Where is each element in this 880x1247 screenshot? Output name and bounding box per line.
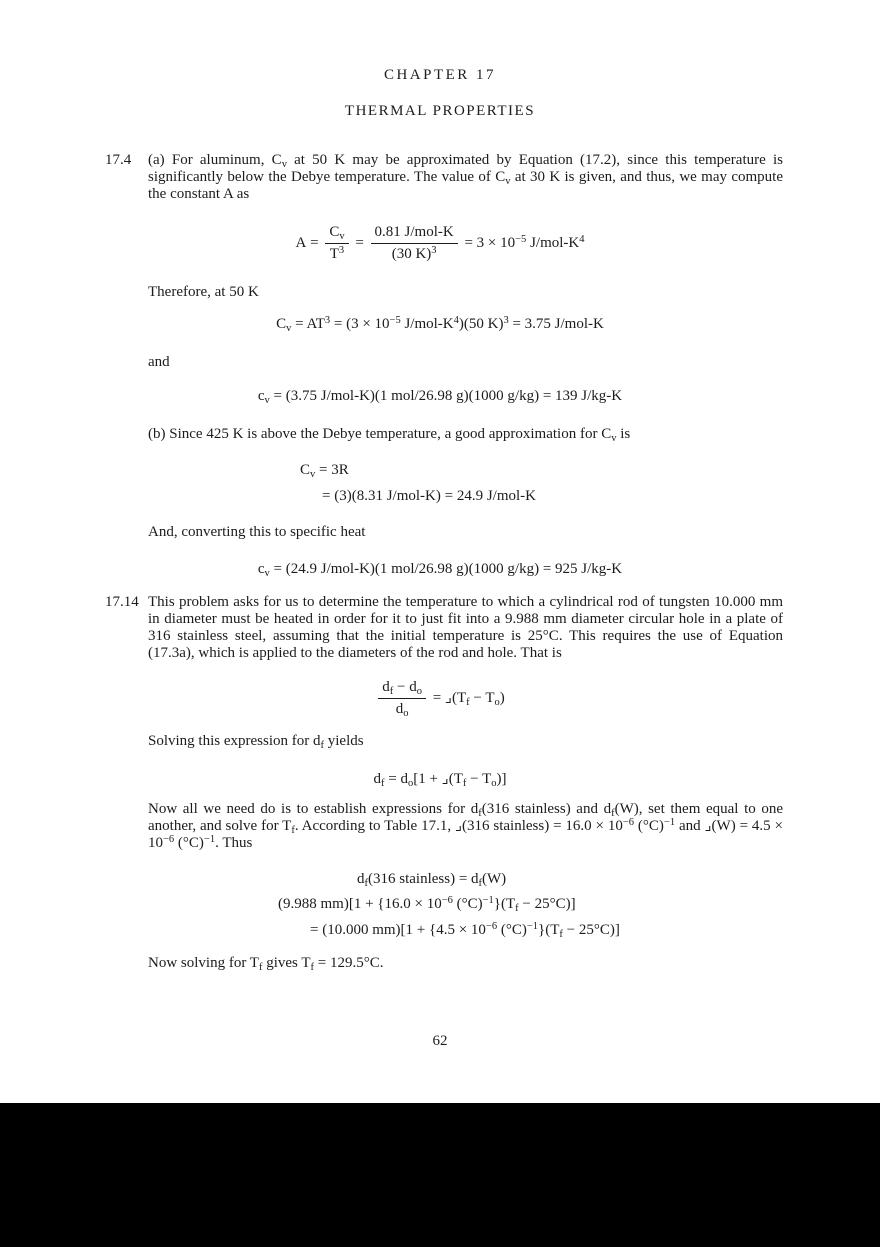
fraction-numerator: $d_f - d_o$ xyxy=(378,679,426,699)
and-label: and xyxy=(148,354,170,370)
solving-label: Solving this expression for $d_f$ yields xyxy=(148,733,364,751)
problem-17-4 xyxy=(0,152,880,203)
equation-constant-A xyxy=(0,224,880,263)
equation-set-equal: $d_f(316$ stainless) = $d_f(W)$ xyxy=(357,871,507,889)
equation-result: = $3 \times 10^{-5}$ $J/mol-K^4$ xyxy=(464,234,585,251)
equation-thermal-expansion xyxy=(0,679,880,718)
fraction-joule-value xyxy=(371,224,458,263)
final-answer-line: Now solving for $T_f$ gives $T_f = 129.5^\circ C$. xyxy=(148,955,384,973)
bottom-black-band xyxy=(0,1103,880,1247)
equation-stainless-expansion: (9.988 $mm)[1 + \{16.0 \times 10^{-6}$ $(^\circ C)^{-1}\}(T_f - 25^\circ C)$] xyxy=(278,895,576,914)
problem-number: 17.14 xyxy=(105,594,139,610)
equation-specific-heat-139: $c_v = (3.75$ J/mol-K)(1 mol/26.98 g)(1000 g/kg) = 139 J/kg-K xyxy=(257,388,623,406)
problem-17-4-paragraph-b: (b) Since 425 K is above the Debye temperature, a good approximation for $C_v$ is xyxy=(148,426,631,444)
equation-rhs: = $⌟(T_f - T_o)$ xyxy=(432,690,505,708)
fraction-diameter-change xyxy=(378,679,426,718)
equation-df-solved: $d_f = d_o[1$ + $⌟(T_f - T_o)$] xyxy=(373,771,507,789)
chapter-heading: CHAPTER 17 xyxy=(383,67,497,83)
converting-label: And, converting this to specific heat xyxy=(148,524,366,540)
fraction-numerator: 0.81 J/mol-K xyxy=(371,224,458,244)
problem-17-14-paragraph: This problem asks for us to determine the temperature to which a cylindrical rod of tungsten 10.000 mm in diameter must be heated in order for it to just fit into a 9.988 mm diameter circular hole in a plate of 316 stainless steel, assuming that the initial temperature is 25°C. This requires the use of Equation (17.3a), which is applied to the diameters of the rod and hole. That is xyxy=(148,594,783,661)
equation-tungsten-expansion: = (10.000 $mm)[1 + \{4.5 \times 10^{-6}$ $(^\circ C)^{-1}\}(T_f - 25^\circ C)$] xyxy=(310,921,620,940)
equation-lhs: A = xyxy=(295,235,319,251)
problem-17-14-paragraph-now: Now all we need do is to establish expressions for $d_f(316$ stainless) and $d_f(W)$, set them equal to one another, and solve for $T_f$. According to Table 17.1, ⌟(316 stainless) = $16.0 \times 10^{-6}$ $(^\circ C)^{-1}$ and ⌟(W) = $4.5 \times 10^{-6}$ $(^\circ C)^{-1}$. Thus xyxy=(148,801,784,851)
problem-17-14 xyxy=(0,594,880,662)
equation-equals: = xyxy=(355,235,364,251)
fraction-cv-over-T3 xyxy=(325,224,348,263)
document-title: THERMAL PROPERTIES xyxy=(344,103,536,119)
fraction-denominator: $T^3$ xyxy=(329,245,345,262)
equation-cv-3R: $C_v = 3R$ xyxy=(300,462,349,480)
equation-cv-3R-value: = (3)(8.31 J/mol-K) = 24.9 J/mol-K xyxy=(322,488,536,504)
problem-17-4-paragraph-a: (a) For aluminum, $C_v$ at 50 K may be approximated by Equation (17.2), since this temperature is significantly below the Debye temperature. The value of $C_v$ at 30 K is given, and thus, we may compute the constant A as xyxy=(148,152,783,202)
problem-number: 17.4 xyxy=(105,152,132,168)
fraction-denominator: (30 K)$^3$ xyxy=(391,245,437,262)
page-number: 62 xyxy=(432,1033,448,1049)
therefore-label: Therefore, at 50 K xyxy=(148,284,259,300)
equation-cv-at-50K: $C_v = AT^3 = (3 \times 10^{-5}$ $J/mol-K^4)(50$ K)$^3$ = 3.75 J/mol-K xyxy=(276,315,604,334)
equation-specific-heat-925: $c_v = (24.9$ J/mol-K)(1 mol/26.98 g)(1000 g/kg) = 925 J/kg-K xyxy=(257,561,623,579)
fraction-numerator: $C_v$ xyxy=(325,224,348,244)
fraction-denominator: $d_o$ xyxy=(395,701,409,719)
